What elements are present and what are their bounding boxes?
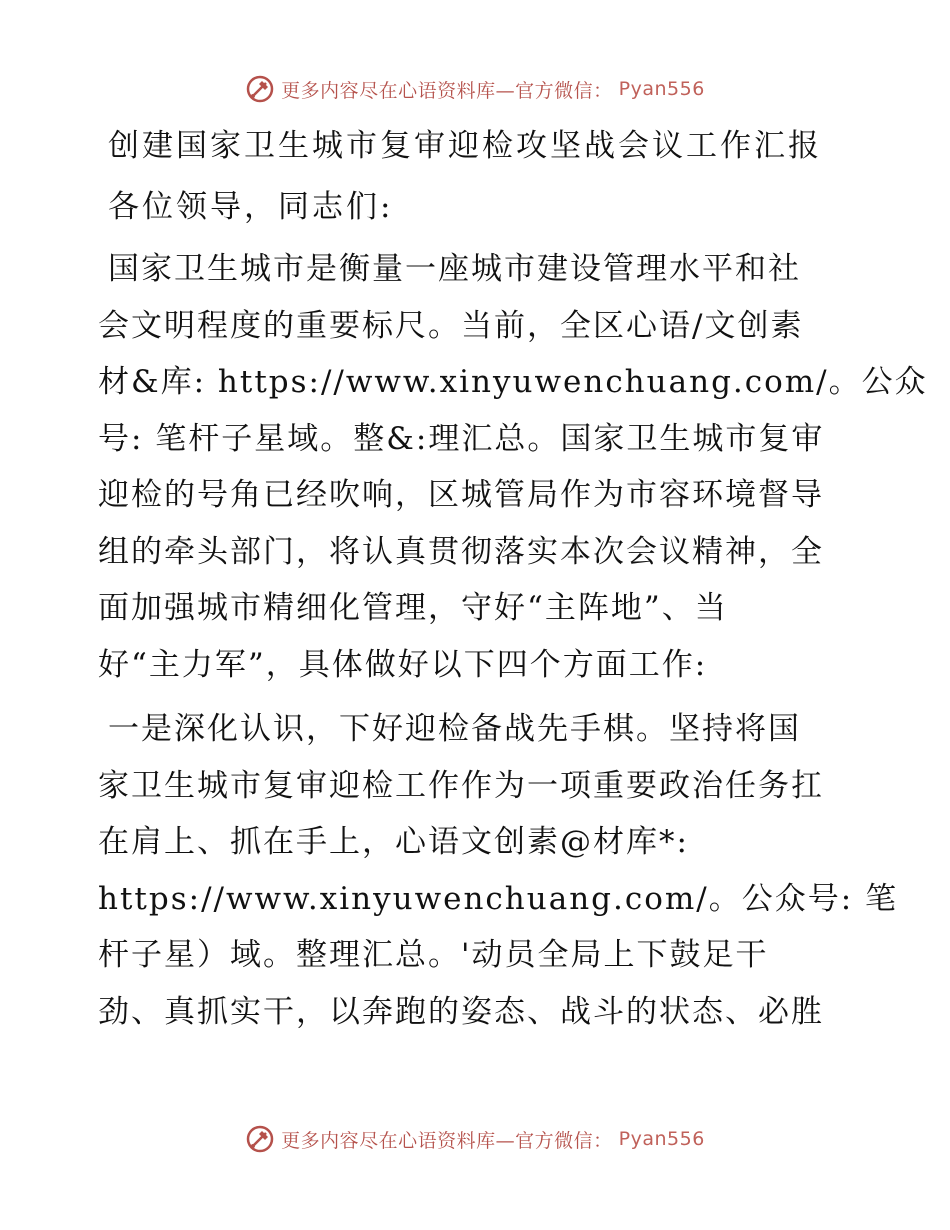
greeting: 各位领导，同志们: [108,189,394,225]
paragraph-line: 面加强城市精细化管理，守好“主阵地”、当 [98,590,728,626]
paragraph-line: https://www.xinyuwenchuang.com/。公众号: 笔 [98,880,899,917]
paragraph-line: 组的牵头部门，将认真贯彻落实本次会议精神，全 [98,533,824,570]
paragraph-line: 国家卫生城市是衡量一座城市建设管理水平和社 [108,251,801,287]
watermark-logo-icon [245,1124,275,1154]
document-body [98,118,928,1048]
paragraph-line: 材&库: https://www.xinyuwenchuang.com/。公众 [98,364,928,400]
watermark-id: Pyan556 [618,1128,705,1150]
paragraph-line: 劲、真抓实干，以奔跑的姿态、战斗的状态、必胜 [98,993,824,1030]
paragraph-line: 号: 笔杆子星域。整&:理汇总。国家卫生城市复审 [98,420,825,457]
paragraph-line: 杆子星）域。整理汇总。'动员全局上下鼓足干 [98,937,769,973]
paragraph-line: 家卫生城市复审迎检工作作为一项重要政治任务扛 [98,767,824,804]
paragraph-point-one [98,701,899,1040]
paragraph-line: 好“主力军”，具体做好以下四个方面工作: [98,646,708,683]
paragraph-intro [98,241,928,693]
footer-watermark [0,1124,950,1154]
watermark-id: Pyan556 [618,78,705,100]
document-title: 创建国家卫生城市复审迎检攻坚战会议工作汇报 [108,128,822,164]
header-watermark [0,74,950,104]
watermark-logo-icon [245,74,275,104]
paragraph-line: 迎检的号角已经吹响，区城管局作为市容环境督导 [98,477,824,513]
watermark-text: 更多内容尽在心语资料库—官方微信： [281,79,613,102]
paragraph-line: 在肩上、抓在手上，心语文创素@材库*: [98,824,689,860]
paragraph-line: 一是深化认识，下好迎检备战先手棋。坚持将国 [108,711,801,747]
watermark-text: 更多内容尽在心语资料库—官方微信： [281,1129,613,1152]
paragraph-line: 会文明程度的重要标尺。当前，全区心语/文创素 [98,307,804,344]
